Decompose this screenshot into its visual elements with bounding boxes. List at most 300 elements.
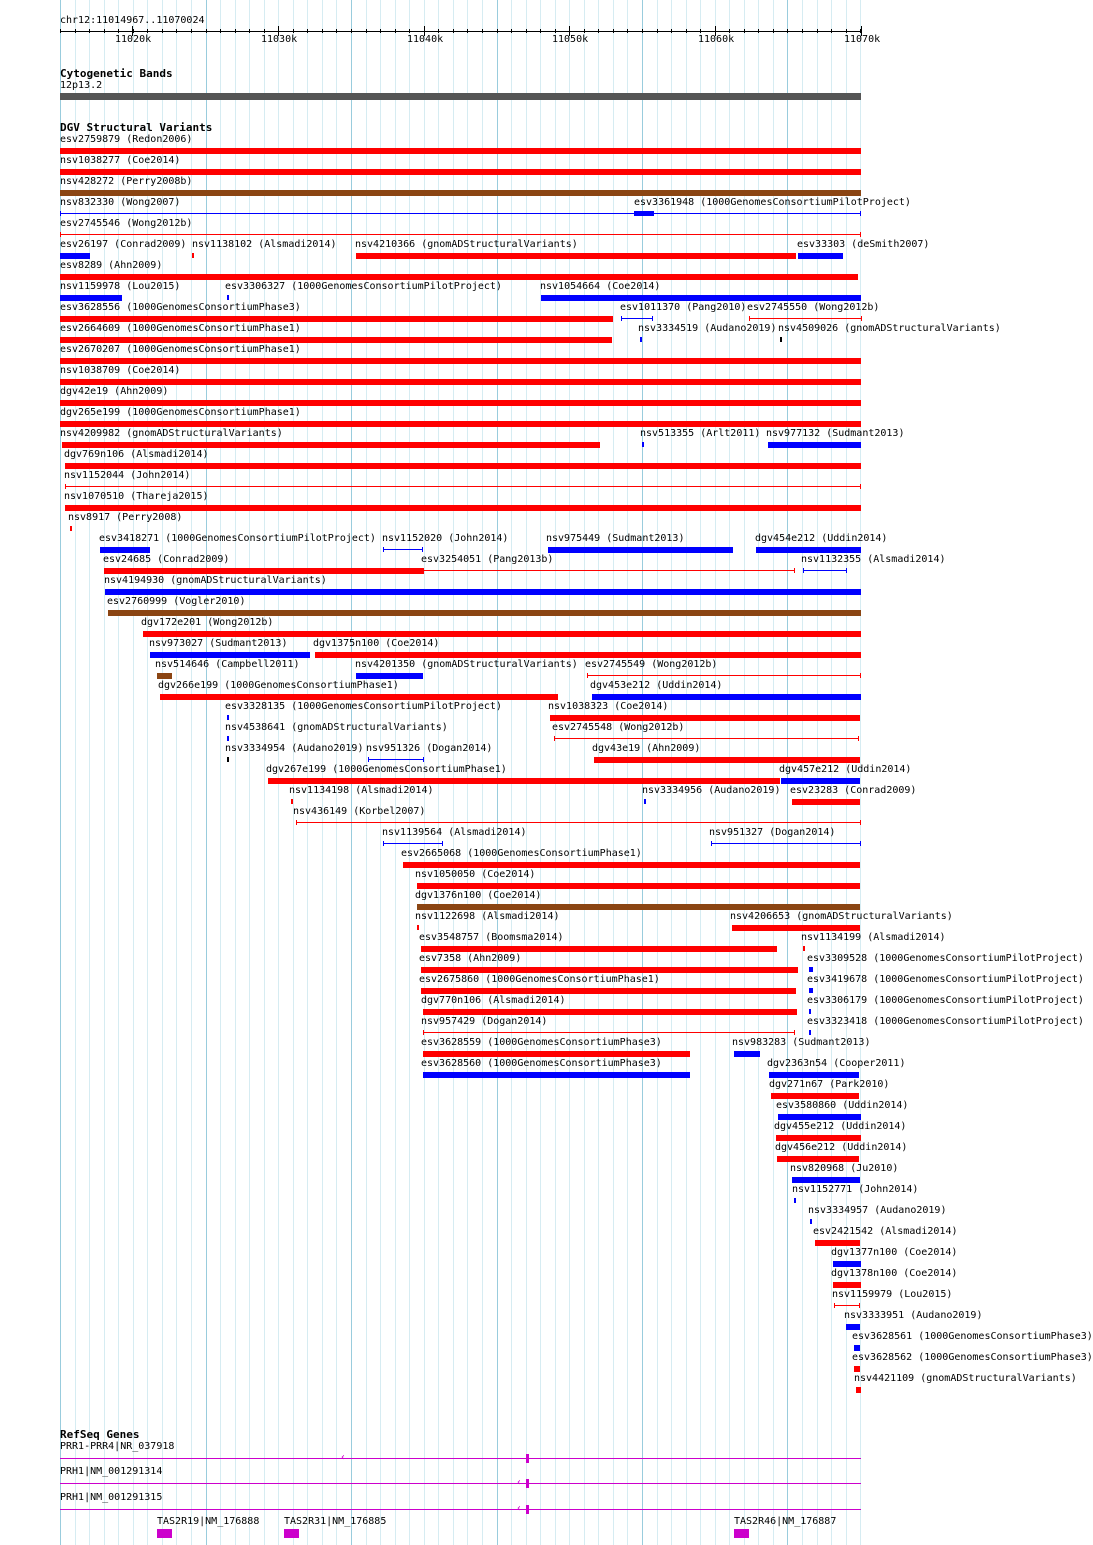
variant-label: dgv456e212 (Uddin2014) xyxy=(775,1142,908,1153)
grid-line xyxy=(729,0,730,1545)
variant-bar[interactable] xyxy=(421,946,777,952)
variant-bar[interactable] xyxy=(644,799,646,804)
grid-line xyxy=(613,0,614,1545)
grid-line xyxy=(773,0,774,1545)
variant-label: dgv266e199 (1000GenomesConsortiumPhase1) xyxy=(158,680,399,691)
variant-label: esv2759879 (Redon2006) xyxy=(60,134,193,145)
variant-bar[interactable] xyxy=(592,694,861,700)
ruler-minor-tick xyxy=(380,29,381,33)
variant-bar[interactable] xyxy=(541,295,861,301)
variant-label: nsv1152771 (John2014) xyxy=(792,1184,919,1195)
ruler-minor-tick xyxy=(540,29,541,33)
variant-label: nsv514646 (Campbell2011) xyxy=(155,659,300,670)
variant-label: esv3628560 (1000GenomesConsortiumPhase3) xyxy=(421,1058,662,1069)
variant-bar[interactable] xyxy=(809,1030,811,1035)
variant-label: esv1011370 (Pang2010) xyxy=(620,302,747,313)
variant-bar[interactable] xyxy=(60,295,122,301)
variant-label: esv2745549 (Wong2012b) xyxy=(585,659,718,670)
variant-bar[interactable] xyxy=(776,1135,861,1141)
ruler-minor-tick xyxy=(657,29,658,33)
variant-bar[interactable] xyxy=(356,253,796,259)
variant-label: dgv770n106 (Alsmadi2014) xyxy=(421,995,566,1006)
variant-label: nsv4538641 (gnomADStructuralVariants) xyxy=(225,722,448,733)
variant-bar[interactable] xyxy=(587,675,861,676)
variant-label: dgv267e199 (1000GenomesConsortiumPhase1) xyxy=(266,764,507,775)
grid-line xyxy=(526,0,527,1545)
variant-bar[interactable] xyxy=(798,253,843,259)
grid-line xyxy=(264,0,265,1545)
grid-line xyxy=(89,0,90,1545)
variant-label: dgv42e19 (Ahn2009) xyxy=(60,386,169,397)
variant-label: esv3418271 (1000GenomesConsortiumPilotProject) xyxy=(99,533,376,544)
variant-label: esv3628562 (1000GenomesConsortiumPhase3) xyxy=(852,1352,1093,1363)
variant-bar[interactable] xyxy=(768,442,861,448)
ruler-minor-tick xyxy=(220,29,221,33)
variant-bar[interactable] xyxy=(778,1114,861,1120)
gene-intron-line[interactable] xyxy=(60,1483,861,1484)
variant-bar[interactable] xyxy=(640,337,642,342)
variant-label: esv2665068 (1000GenomesConsortiumPhase1) xyxy=(401,848,642,859)
variant-bar[interactable] xyxy=(417,904,860,910)
variant-label: nsv513355 (Arlt2011) xyxy=(640,428,761,439)
strand-arrow-icon: ‹ xyxy=(340,1452,347,1463)
ruler-minor-tick xyxy=(758,29,759,33)
ruler-tick-label: 11050k xyxy=(552,34,589,45)
variant-bar[interactable] xyxy=(296,822,861,823)
gene-exon[interactable] xyxy=(734,1529,749,1538)
variant-bar[interactable] xyxy=(809,967,813,972)
variant-bar[interactable] xyxy=(756,547,861,553)
variant-bar[interactable] xyxy=(634,211,654,216)
variant-bar[interactable] xyxy=(417,883,860,889)
variant-label: nsv3334956 (Audano2019) xyxy=(642,785,781,796)
variant-bar[interactable] xyxy=(417,925,419,930)
variant-bar[interactable] xyxy=(548,547,733,553)
variant-bar[interactable] xyxy=(60,421,861,427)
variant-label: esv2421542 (Alsmadi2014) xyxy=(813,1226,958,1237)
ruler-minor-tick xyxy=(162,29,163,33)
cytoband-name: 12p13.2 xyxy=(60,80,103,91)
ruler-axis xyxy=(60,31,861,32)
variant-label: nsv1159979 (Lou2015) xyxy=(832,1289,953,1300)
grid-line xyxy=(220,0,221,1545)
variant-bar[interactable] xyxy=(621,318,653,319)
variant-bar[interactable] xyxy=(734,1051,760,1057)
ruler-minor-tick xyxy=(569,29,570,33)
ruler-minor-tick xyxy=(409,29,410,33)
ruler-minor-tick xyxy=(467,29,468,33)
gene-exon[interactable] xyxy=(526,1505,529,1514)
ruler-minor-tick xyxy=(235,29,236,33)
ruler-minor-tick xyxy=(671,29,672,33)
ruler-minor-tick xyxy=(249,29,250,33)
variant-bar[interactable] xyxy=(60,234,861,235)
variant-bar[interactable] xyxy=(856,1387,861,1393)
grid-line xyxy=(133,0,134,1545)
variant-label: esv2760999 (Vogler2010) xyxy=(107,596,246,607)
variant-bar[interactable] xyxy=(423,1032,795,1033)
variant-label: nsv3334957 (Audano2019) xyxy=(808,1205,947,1216)
variant-label: esv3306179 (1000GenomesConsortiumPilotProject) xyxy=(807,995,1084,1006)
grid-line xyxy=(569,0,570,1545)
grid-line xyxy=(671,0,672,1545)
gene-exon[interactable] xyxy=(526,1479,529,1488)
variant-bar[interactable] xyxy=(749,318,861,319)
variant-bar[interactable] xyxy=(803,946,805,951)
variant-bar[interactable] xyxy=(157,673,172,679)
ruler-minor-tick xyxy=(744,29,745,33)
variant-bar[interactable] xyxy=(794,1198,796,1203)
variant-bar[interactable] xyxy=(108,610,861,616)
variant-label: esv7358 (Ahn2009) xyxy=(419,953,522,964)
variant-bar[interactable] xyxy=(834,1305,860,1306)
variant-label: nsv1050050 (Coe2014) xyxy=(415,869,536,880)
track-title-cytoband[interactable]: Cytogenetic Bands xyxy=(60,67,173,80)
grid-line xyxy=(758,0,759,1545)
grid-line xyxy=(700,0,701,1545)
variant-label: nsv1138102 (Alsmadi2014) xyxy=(192,239,337,250)
gene-label: PRH1|NM_001291314 xyxy=(60,1466,163,1477)
variant-bar[interactable] xyxy=(368,759,424,760)
variant-bar[interactable] xyxy=(383,843,443,844)
ruler-minor-tick xyxy=(191,29,192,33)
ruler-minor-tick xyxy=(89,29,90,33)
variant-label: nsv1132355 (Alsmadi2014) xyxy=(801,554,946,565)
variant-bar[interactable] xyxy=(781,778,860,784)
variant-bar[interactable] xyxy=(192,253,194,258)
ruler-minor-tick xyxy=(686,29,687,33)
grid-line xyxy=(147,0,148,1545)
ruler-tick-label: 11060k xyxy=(698,34,735,45)
variant-label: esv3254051 (Pang2013b) xyxy=(421,554,554,565)
variant-bar[interactable] xyxy=(356,673,423,679)
ruler-minor-tick xyxy=(700,29,701,33)
location-label: chr12:11014967..11070024 xyxy=(60,15,205,26)
variant-label: esv2675860 (1000GenomesConsortiumPhase1) xyxy=(419,974,660,985)
variant-label: esv2745548 (Wong2012b) xyxy=(552,722,685,733)
variant-label: esv26197 (Conrad2009) xyxy=(60,239,187,250)
ruler-minor-tick xyxy=(133,29,134,33)
variant-endcap xyxy=(861,316,862,321)
variant-bar[interactable] xyxy=(854,1366,860,1372)
ruler-minor-tick xyxy=(773,29,774,33)
variant-label: dgv1378n100 (Coe2014) xyxy=(831,1268,958,1279)
variant-bar[interactable] xyxy=(833,1261,861,1267)
ruler-minor-tick xyxy=(729,29,730,33)
variant-bar[interactable] xyxy=(60,274,858,280)
variant-label: nsv977132 (Sudmant2013) xyxy=(766,428,905,439)
strand-arrow-icon: ‹ xyxy=(516,1477,523,1488)
variant-bar[interactable] xyxy=(809,988,813,993)
ruler-minor-tick xyxy=(715,29,716,33)
ruler-minor-tick xyxy=(831,29,832,33)
variant-label: dgv769n106 (Alsmadi2014) xyxy=(64,449,209,460)
variant-bar[interactable] xyxy=(65,486,861,487)
variant-bar[interactable] xyxy=(833,1282,861,1288)
strand-arrow-icon: ‹ xyxy=(516,1503,523,1514)
variant-label: esv2745546 (Wong2012b) xyxy=(60,218,193,229)
grid-line xyxy=(511,0,512,1545)
variant-label: nsv1152020 (John2014) xyxy=(382,533,509,544)
variant-bar[interactable] xyxy=(854,1345,860,1351)
variant-bar[interactable] xyxy=(60,169,861,175)
ruler-minor-tick xyxy=(860,29,861,33)
ruler-minor-tick xyxy=(424,29,425,33)
variant-bar[interactable] xyxy=(70,526,72,531)
track-title-dgv[interactable]: DGV Structural Variants xyxy=(60,121,213,134)
variant-bar[interactable] xyxy=(227,715,229,720)
variant-label: esv3628561 (1000GenomesConsortiumPhase3) xyxy=(852,1331,1093,1342)
ruler-minor-tick xyxy=(307,29,308,33)
variant-label: nsv832330 (Wong2007) xyxy=(60,197,181,208)
variant-label: nsv8917 (Perry2008) xyxy=(68,512,183,523)
ruler-minor-tick xyxy=(787,29,788,33)
variant-bar[interactable] xyxy=(60,213,861,214)
gene-exon[interactable] xyxy=(157,1529,172,1538)
variant-bar[interactable] xyxy=(291,799,293,804)
variant-label: nsv1134198 (Alsmadi2014) xyxy=(289,785,434,796)
variant-bar[interactable] xyxy=(60,379,861,385)
gene-label: TAS2R31|NM_176885 xyxy=(284,1516,387,1527)
gene-label: PRR1-PRR4|NR_037918 xyxy=(60,1441,175,1452)
ruler-minor-tick xyxy=(60,29,61,33)
ruler-minor-tick xyxy=(511,29,512,33)
variant-label: esv23283 (Conrad2009) xyxy=(790,785,917,796)
variant-bar[interactable] xyxy=(423,570,795,571)
variant-bar[interactable] xyxy=(60,337,612,343)
grid-line xyxy=(191,0,192,1545)
variant-label: esv3328135 (1000GenomesConsortiumPilotProject) xyxy=(225,701,502,712)
grid-line xyxy=(598,0,599,1545)
ruler-minor-tick xyxy=(322,29,323,33)
variant-bar[interactable] xyxy=(792,1177,860,1183)
variant-label: dgv43e19 (Ahn2009) xyxy=(592,743,701,754)
grid-line xyxy=(249,0,250,1545)
grid-line xyxy=(715,0,716,1545)
ruler-tick-label: 11020k xyxy=(115,34,152,45)
gene-exon[interactable] xyxy=(526,1454,529,1463)
variant-bar[interactable] xyxy=(227,295,229,300)
variant-label: esv3419678 (1000GenomesConsortiumPilotProject) xyxy=(807,974,1084,985)
ruler-minor-tick xyxy=(627,29,628,33)
variant-label: nsv1038709 (Coe2014) xyxy=(60,365,181,376)
grid-line xyxy=(75,0,76,1545)
variant-bar[interactable] xyxy=(315,652,861,658)
variant-label: nsv436149 (Korbel2007) xyxy=(293,806,426,817)
variant-label: nsv951326 (Dogan2014) xyxy=(366,743,493,754)
ruler-tick-label: 11040k xyxy=(407,34,444,45)
ruler-minor-tick xyxy=(613,29,614,33)
variant-label: dgv1377n100 (Coe2014) xyxy=(831,1247,958,1258)
variant-label: esv33303 (deSmith2007) xyxy=(797,239,930,250)
gene-label: PRH1|NM_001291315 xyxy=(60,1492,163,1503)
variant-bar[interactable] xyxy=(105,589,861,595)
variant-bar[interactable] xyxy=(423,1051,690,1057)
variant-label: nsv973027 (Sudmant2013) xyxy=(149,638,288,649)
ruler-minor-tick xyxy=(802,29,803,33)
grid-line xyxy=(118,0,119,1545)
variant-label: esv3309528 (1000GenomesConsortiumPilotProject) xyxy=(807,953,1084,964)
grid-line xyxy=(206,0,207,1545)
variant-bar[interactable] xyxy=(711,843,861,844)
variant-label: esv8289 (Ahn2009) xyxy=(60,260,163,271)
variant-label: nsv820968 (Ju2010) xyxy=(790,1163,899,1174)
variant-bar[interactable] xyxy=(810,1219,812,1224)
variant-bar[interactable] xyxy=(642,442,644,447)
variant-label: dgv271n67 (Park2010) xyxy=(769,1079,890,1090)
ruler-minor-tick xyxy=(497,29,498,33)
ruler-minor-tick xyxy=(104,29,105,33)
variant-bar[interactable] xyxy=(780,337,782,342)
variant-label: nsv1038277 (Coe2014) xyxy=(60,155,181,166)
ruler-minor-tick xyxy=(278,29,279,33)
variant-label: dgv1376n100 (Coe2014) xyxy=(415,890,542,901)
variant-label: nsv4209982 (gnomADStructuralVariants) xyxy=(60,428,283,439)
variant-label: nsv4509026 (gnomADStructuralVariants) xyxy=(778,323,1001,334)
variant-label: nsv1139564 (Alsmadi2014) xyxy=(382,827,527,838)
track-title-refseq[interactable]: RefSeq Genes xyxy=(60,1428,140,1441)
variant-label: dgv2363n54 (Cooper2011) xyxy=(767,1058,906,1069)
ruler-minor-tick xyxy=(438,29,439,33)
variant-bar[interactable] xyxy=(60,148,861,154)
ruler-minor-tick xyxy=(598,29,599,33)
variant-bar[interactable] xyxy=(60,190,861,196)
grid-line xyxy=(176,0,177,1545)
ruler-minor-tick xyxy=(366,29,367,33)
grid-line xyxy=(540,0,541,1545)
variant-label: nsv1122698 (Alsmadi2014) xyxy=(415,911,560,922)
grid-line xyxy=(162,0,163,1545)
variant-label: nsv951327 (Dogan2014) xyxy=(709,827,836,838)
variant-bar[interactable] xyxy=(809,1009,811,1014)
variant-bar[interactable] xyxy=(423,1009,797,1015)
variant-bar[interactable] xyxy=(143,631,861,637)
ruler-tick-label: 11070k xyxy=(844,34,881,45)
variant-label: esv2670207 (1000GenomesConsortiumPhase1) xyxy=(60,344,301,355)
variant-bar[interactable] xyxy=(421,988,796,994)
grid-line xyxy=(584,0,585,1545)
ruler-minor-tick xyxy=(118,29,119,33)
variant-bar[interactable] xyxy=(771,1093,859,1099)
variant-bar[interactable] xyxy=(60,400,861,406)
variant-bar[interactable] xyxy=(550,715,860,721)
variant-label: esv3323418 (1000GenomesConsortiumPilotProject) xyxy=(807,1016,1084,1027)
variant-bar[interactable] xyxy=(594,757,860,763)
ruler-minor-tick xyxy=(642,29,643,33)
variant-bar[interactable] xyxy=(65,505,861,511)
variant-label: nsv1159978 (Lou2015) xyxy=(60,281,181,292)
ruler-tick-label: 11030k xyxy=(261,34,298,45)
variant-label: nsv4206653 (gnomADStructuralVariants) xyxy=(730,911,953,922)
variant-bar[interactable] xyxy=(60,253,90,259)
variant-label: nsv3334954 (Audano2019) xyxy=(225,743,364,754)
variant-label: dgv455e212 (Uddin2014) xyxy=(774,1121,907,1132)
variant-label: dgv1375n100 (Coe2014) xyxy=(313,638,440,649)
variant-bar[interactable] xyxy=(150,652,310,658)
ruler-minor-tick xyxy=(453,29,454,33)
ruler-minor-tick xyxy=(264,29,265,33)
variant-bar[interactable] xyxy=(104,568,424,574)
grid-line xyxy=(235,0,236,1545)
variant-bar[interactable] xyxy=(60,358,861,364)
variant-label: nsv1038323 (Coe2014) xyxy=(548,701,669,712)
variant-bar[interactable] xyxy=(792,799,860,805)
variant-bar[interactable] xyxy=(62,442,600,448)
variant-label: esv3628559 (1000GenomesConsortiumPhase3) xyxy=(421,1037,662,1048)
variant-bar[interactable] xyxy=(227,757,229,762)
variant-label: esv3361948 (1000GenomesConsortiumPilotProject) xyxy=(634,197,911,208)
variant-bar[interactable] xyxy=(554,738,859,739)
variant-label: nsv975449 (Sudmant2013) xyxy=(546,533,685,544)
ruler-minor-tick xyxy=(206,29,207,33)
variant-bar[interactable] xyxy=(846,1324,860,1330)
ruler-minor-tick xyxy=(584,29,585,33)
variant-bar[interactable] xyxy=(803,570,847,571)
variant-bar[interactable] xyxy=(383,549,423,550)
gene-exon[interactable] xyxy=(284,1529,299,1538)
variant-label: nsv957429 (Dogan2014) xyxy=(421,1016,548,1027)
variant-label: dgv457e212 (Uddin2014) xyxy=(779,764,912,775)
variant-label: esv3628556 (1000GenomesConsortiumPhase3) xyxy=(60,302,301,313)
variant-label: nsv983283 (Sudmant2013) xyxy=(732,1037,871,1048)
variant-bar[interactable] xyxy=(160,694,558,700)
variant-bar[interactable] xyxy=(65,463,861,469)
variant-bar[interactable] xyxy=(815,1240,860,1246)
variant-label: nsv4421109 (gnomADStructuralVariants) xyxy=(854,1373,1077,1384)
ruler-minor-tick xyxy=(526,29,527,33)
variant-label: nsv1152044 (John2014) xyxy=(64,470,191,481)
cytoband-bar[interactable] xyxy=(60,93,861,100)
gene-intron-line[interactable] xyxy=(60,1509,861,1510)
variant-label: dgv453e212 (Uddin2014) xyxy=(590,680,723,691)
variant-bar[interactable] xyxy=(100,547,150,553)
variant-label: nsv3333951 (Audano2019) xyxy=(844,1310,983,1321)
variant-label: dgv454e212 (Uddin2014) xyxy=(755,533,888,544)
variant-label: dgv172e201 (Wong2012b) xyxy=(141,617,274,628)
ruler-minor-tick xyxy=(75,29,76,33)
variant-bar[interactable] xyxy=(423,1072,690,1078)
variant-label: esv3580860 (Uddin2014) xyxy=(776,1100,909,1111)
ruler-minor-tick xyxy=(555,29,556,33)
variant-label: nsv4194930 (gnomADStructuralVariants) xyxy=(104,575,327,586)
ruler-minor-tick xyxy=(293,29,294,33)
gene-intron-line[interactable] xyxy=(60,1458,861,1459)
grid-line xyxy=(555,0,556,1545)
variant-label: dgv265e199 (1000GenomesConsortiumPhase1) xyxy=(60,407,301,418)
variant-label: nsv1070510 (Thareja2015) xyxy=(64,491,209,502)
grid-line xyxy=(627,0,628,1545)
variant-label: nsv3334519 (Audano2019) xyxy=(638,323,777,334)
variant-label: nsv4201350 (gnomADStructuralVariants) xyxy=(355,659,578,670)
grid-line xyxy=(657,0,658,1545)
variant-bar[interactable] xyxy=(769,1072,859,1078)
variant-bar[interactable] xyxy=(227,736,229,741)
ruler-minor-tick xyxy=(147,29,148,33)
variant-bar[interactable] xyxy=(60,316,613,322)
ruler-minor-tick xyxy=(336,29,337,33)
variant-bar[interactable] xyxy=(403,862,860,868)
ruler-minor-tick xyxy=(176,29,177,33)
variant-label: esv2664609 (1000GenomesConsortiumPhase1) xyxy=(60,323,301,334)
variant-label: esv2745550 (Wong2012b) xyxy=(747,302,880,313)
variant-bar[interactable] xyxy=(421,967,798,973)
variant-label: esv3306327 (1000GenomesConsortiumPilotProject) xyxy=(225,281,502,292)
variant-bar[interactable] xyxy=(268,778,780,784)
variant-bar[interactable] xyxy=(732,925,860,931)
variant-label: esv24685 (Conrad2009) xyxy=(103,554,230,565)
grid-line xyxy=(686,0,687,1545)
variant-bar[interactable] xyxy=(777,1156,859,1162)
